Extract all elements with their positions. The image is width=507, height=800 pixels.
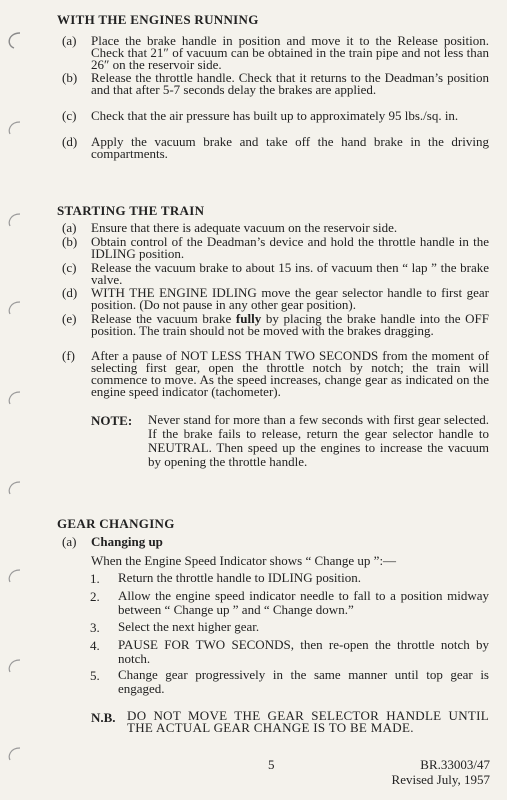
nb-label: N.B. xyxy=(91,710,116,725)
intro-text: When the Engine Speed Indicator shows “ Change up ”:— xyxy=(91,553,397,568)
section-heading: STARTING THE TRAIN xyxy=(57,203,205,218)
item-label: (d) xyxy=(62,285,78,300)
binder-hole-icon xyxy=(0,30,22,50)
item-text: Obtain control of the Deadman’s device and hold the throttle handle in the IDLING position. xyxy=(91,234,489,261)
note-label: NOTE: xyxy=(91,413,133,428)
step-text: Allow the engine speed indicator needle to fall to a position midway between “ Change up ” and “ Change down.” xyxy=(118,588,489,617)
item-label: (a) xyxy=(62,33,77,48)
item-text: Ensure that there is adequate vacuum on the reservoir side. xyxy=(91,220,398,235)
sub-heading: Changing up xyxy=(91,534,163,549)
item-label: (b) xyxy=(62,70,78,85)
item-label: (b) xyxy=(62,234,78,249)
item-label: (c) xyxy=(62,260,77,275)
step-text: PAUSE FOR TWO SECONDS, then re-open the throttle notch by notch. xyxy=(118,637,489,666)
binder-hole-icon xyxy=(0,744,22,764)
item-label: (d) xyxy=(62,134,78,149)
page-number: 5 xyxy=(268,757,275,772)
item-label: (a) xyxy=(62,220,77,235)
item-text: Place the brake handle in position and move it to the Release position. Check that 21″ of vacuum can be obtained in the train pipe and not less than 26″ on the reservoir side. xyxy=(91,33,489,72)
item-text: Check that the air pressure has built up to approximately 95 lbs./sq. in. xyxy=(91,108,459,123)
binder-hole-icon xyxy=(0,566,22,586)
step-text: Return the throttle handle to IDLING position. xyxy=(118,570,361,585)
item-label: (e) xyxy=(62,311,77,326)
nb-text: DO NOT MOVE THE GEAR SELECTOR HANDLE UNTIL THE ACTUAL GEAR CHANGE IS TO BE MADE. xyxy=(127,708,489,735)
binder-hole-icon xyxy=(0,656,22,676)
binder-hole-icon xyxy=(0,118,22,138)
item-text: Release the vacuum brake to about 15 ins. of vacuum then “ lap ” the brake valve. xyxy=(91,260,489,287)
step-number: 2. xyxy=(90,589,100,604)
item-text: After a pause of NOT LESS THAN TWO SECONDS from the moment of selecting first gear, open the throttle notch by notch; the train will commence to move. As the speed increases, change gear as indicated on the engine speed indicator (tachometer). xyxy=(91,348,489,399)
step-text: Change gear progressively in the same manner until top gear is engaged. xyxy=(118,667,489,696)
sub-label: (a) xyxy=(62,534,77,549)
item-label: (f) xyxy=(62,348,75,363)
item-text: Apply the vacuum brake and take off the hand brake in the driving compartments. xyxy=(91,134,489,161)
item-text: WITH THE ENGINE IDLING move the gear selector handle to first gear position. (Do not pause in any other gear position). xyxy=(91,285,489,312)
binder-hole-icon xyxy=(0,298,22,318)
item-label: (c) xyxy=(62,108,77,123)
note-text: Never stand for more than a few seconds with first gear selected. If the brake fails to release, return the gear selector handle to NEUTRAL. Then speed up the engines to increase the vacuum by opening the throttle handle. xyxy=(148,412,489,469)
section-heading: WITH THE ENGINES RUNNING xyxy=(57,12,259,27)
item-text: Release the throttle handle. Check that it returns to the Deadman’s position and that after 5-7 seconds delay the brakes are applied. xyxy=(91,70,489,97)
section-heading: GEAR CHANGING xyxy=(57,516,175,531)
step-number: 1. xyxy=(90,571,100,586)
step-number: 4. xyxy=(90,638,100,653)
item-text: Release the vacuum brake fully by placing the brake handle into the OFF position. The train should not be moved with the brakes dragging. xyxy=(91,311,490,338)
step-number: 3. xyxy=(90,620,100,635)
revision-date: Revised July, 1957 xyxy=(391,772,490,787)
binder-hole-icon xyxy=(0,478,22,498)
binder-hole-icon xyxy=(0,388,22,408)
binder-hole-icon xyxy=(0,210,22,230)
step-number: 5. xyxy=(90,668,100,683)
document-reference xyxy=(372,757,490,787)
step-text: Select the next higher gear. xyxy=(118,619,260,634)
reference-code: BR.33003/47 xyxy=(420,757,490,772)
